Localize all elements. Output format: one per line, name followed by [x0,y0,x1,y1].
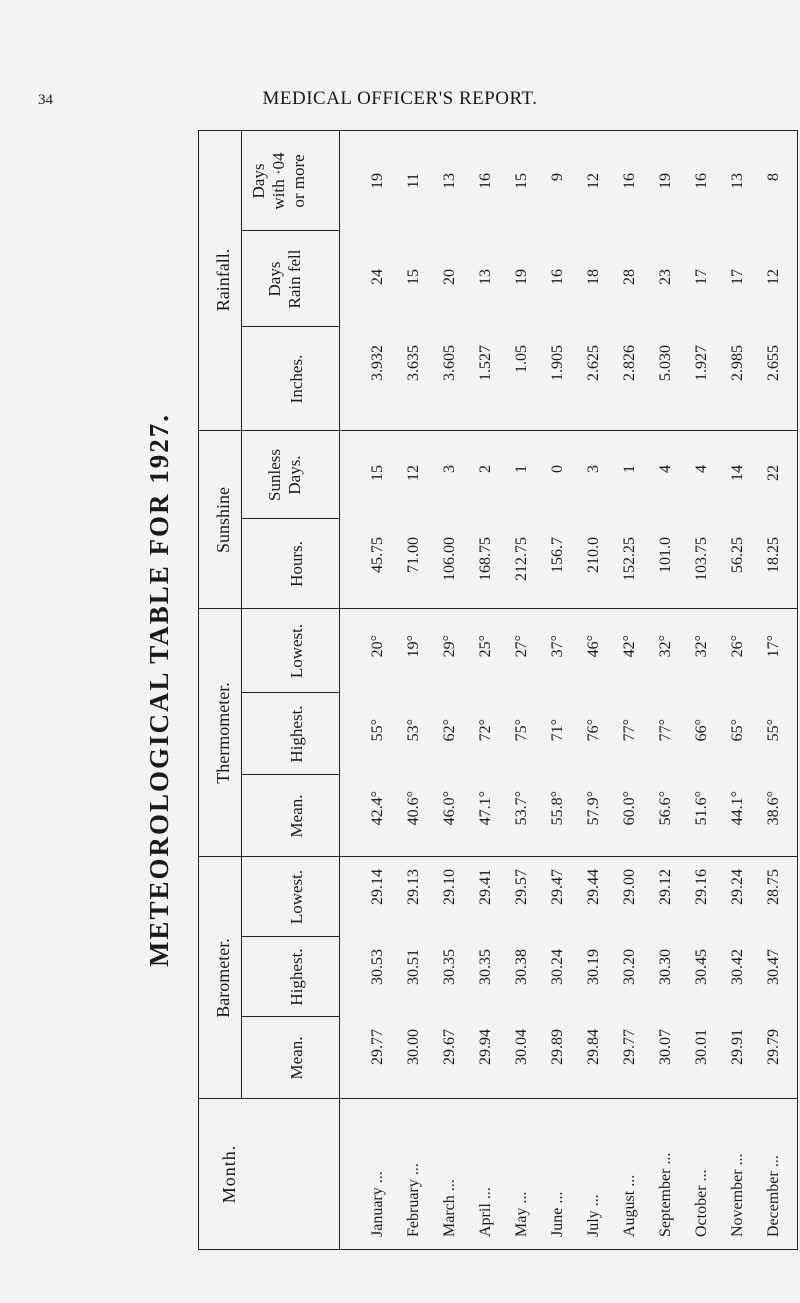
cell-sun-days: 4 [693,465,710,473]
cell-bar-low: 29.57 [513,869,530,905]
cell-month: April ... [477,1187,494,1237]
table-title: METEOROLOGICAL TABLE FOR 1927. [144,412,174,968]
meteorological-table [198,130,798,1250]
cell-th-mean: 57.9° [585,791,602,826]
group-sunshine: Sunshine [213,487,233,554]
cell-rain-in: 2.985 [729,345,746,381]
cell-bar-mean: 30.00 [405,1029,422,1065]
cell-th-low: 17° [765,635,782,658]
cell-sun-hours: 210.0 [585,537,602,573]
header-rule [339,131,340,1249]
cell-month: August ... [621,1174,638,1237]
header-rain-inches: Inches. [287,354,306,404]
cell-rain-days: 19 [513,269,530,285]
cell-rain-04: 16 [477,173,494,189]
cell-bar-low: 29.41 [477,869,494,905]
cell-th-mean: 46.0° [441,791,458,826]
cell-month: September ... [657,1152,674,1237]
cell-bar-mean: 29.89 [549,1029,566,1065]
cell-bar-low: 29.47 [549,869,566,905]
cell-rain-days: 12 [765,269,782,285]
cell-sun-hours: 71.00 [405,537,422,573]
cell-th-low: 26° [729,635,746,658]
cell-bar-high: 30.42 [729,949,746,985]
cell-bar-mean: 29.79 [765,1029,782,1065]
rotated-table-region [138,130,798,1250]
cell-month: June ... [549,1191,566,1237]
cell-rain-days: 16 [549,269,566,285]
cell-sun-days: 14 [729,465,746,481]
cell-bar-mean: 29.91 [729,1029,746,1065]
cell-bar-low: 29.44 [585,869,602,905]
cell-rain-04: 19 [369,173,386,189]
cell-bar-low: 29.00 [621,869,638,905]
cell-th-low: 29° [441,635,458,658]
cell-rain-days: 20 [441,269,458,285]
header-month: Month. [219,1144,239,1204]
cell-bar-low: 29.14 [369,869,386,905]
cell-bar-high: 30.38 [513,949,530,985]
header-th-mean: Mean. [287,794,306,838]
cell-rain-days: 28 [621,269,638,285]
cell-th-high: 71° [549,719,566,742]
cell-th-high: 55° [369,719,386,742]
cell-sun-hours: 106.00 [441,537,458,581]
cell-rain-in: 2.655 [765,345,782,381]
cell-bar-low: 29.13 [405,869,422,905]
cell-rain-04: 16 [693,173,710,189]
cell-rain-04: 13 [441,173,458,189]
cell-th-high: 55° [765,719,782,742]
cell-sun-days: 1 [513,465,530,473]
running-head: MEDICAL OFFICER'S REPORT. [262,88,538,109]
cell-th-high: 66° [693,719,710,742]
cell-rain-04: 11 [405,173,422,189]
cell-bar-high: 30.30 [657,949,674,985]
cell-th-low: 27° [513,635,530,658]
rule-rainfall [241,131,242,431]
cell-rain-04: 16 [621,173,638,189]
cell-rain-04: 15 [513,173,530,189]
rule-thermometer [241,609,242,857]
cell-th-mean: 55.8° [549,791,566,826]
cell-month: February ... [405,1163,422,1237]
cell-bar-low: 29.24 [729,869,746,905]
cell-bar-mean: 29.94 [477,1029,494,1065]
cell-th-mean: 38.6° [765,791,782,826]
cell-sun-days: 22 [765,465,782,481]
cell-sun-days: 3 [441,465,458,473]
rule-barometer [241,857,242,1099]
cell-sun-days: 15 [369,465,386,481]
cell-th-high: 77° [621,719,638,742]
cell-rain-in: 2.625 [585,345,602,381]
cell-rain-04: 9 [549,173,566,181]
cell-bar-high: 30.19 [585,949,602,985]
cell-sun-hours: 103.75 [693,537,710,581]
cell-th-low: 42° [621,635,638,658]
cell-bar-high: 30.47 [765,949,782,985]
header-th-low: Lowest. [287,623,306,679]
cell-rain-days: 13 [477,269,494,285]
cell-bar-high: 30.35 [441,949,458,985]
cell-th-high: 72° [477,719,494,742]
cell-th-high: 62° [441,719,458,742]
cell-rain-in: 3.605 [441,345,458,381]
cell-bar-low: 29.16 [693,869,710,905]
cell-bar-mean: 29.84 [585,1029,602,1065]
cell-bar-high: 30.20 [621,949,638,985]
cell-th-low: 19° [405,635,422,658]
cell-rain-04: 12 [585,173,602,189]
header-bar-high: Highest. [287,948,306,1006]
cell-th-mean: 53.7° [513,791,530,826]
cell-sun-hours: 101.0 [657,537,674,573]
cell-bar-high: 30.51 [405,949,422,985]
cell-rain-days: 24 [369,269,386,285]
cell-th-mean: 47.1° [477,791,494,826]
cell-rain-04: 8 [765,173,782,181]
header-sun-days: Sunless Days. [265,449,304,501]
cell-rain-days: 17 [693,269,710,285]
cell-rain-days: 17 [729,269,746,285]
cell-th-mean: 60.0° [621,791,638,826]
group-barometer: Barometer. [213,938,233,1018]
cell-bar-mean: 29.67 [441,1029,458,1065]
cell-th-mean: 56.6° [657,791,674,826]
cell-sun-days: 0 [549,465,566,473]
cell-bar-mean: 29.77 [369,1029,386,1065]
cell-bar-low: 29.10 [441,869,458,905]
cell-rain-in: 3.932 [369,345,386,381]
rule-sunshine [241,431,242,609]
cell-bar-low: 28.75 [765,869,782,905]
cell-sun-hours: 56.25 [729,537,746,573]
cell-bar-low: 29.12 [657,869,674,905]
cell-th-mean: 40.6° [405,791,422,826]
header-rain-04: Days with ·04 or more [249,152,308,210]
cell-sun-hours: 152.25 [621,537,638,581]
cell-rain-in: 1.527 [477,345,494,381]
group-rainfall: Rainfall. [213,248,233,312]
cell-sun-days: 4 [657,465,674,473]
cell-rain-in: 1.905 [549,345,566,381]
cell-th-mean: 42.4° [369,791,386,826]
header-bar-low: Lowest. [287,869,306,925]
cell-th-high: 65° [729,719,746,742]
cell-th-high: 53° [405,719,422,742]
cell-rain-in: 1.05 [513,345,530,373]
cell-rain-in: 3.635 [405,345,422,381]
cell-rain-days: 18 [585,269,602,285]
cell-sun-hours: 18.25 [765,537,782,573]
cell-bar-mean: 30.04 [513,1029,530,1065]
cell-month: October ... [693,1169,710,1237]
cell-th-low: 25° [477,635,494,658]
cell-th-low: 32° [657,635,674,658]
cell-th-low: 20° [369,635,386,658]
cell-rain-days: 15 [405,269,422,285]
cell-month: March ... [441,1179,458,1237]
cell-sun-hours: 45.75 [369,537,386,573]
cell-th-high: 76° [585,719,602,742]
cell-month: May ... [513,1191,530,1237]
cell-month: July ... [585,1194,602,1237]
cell-bar-high: 30.35 [477,949,494,985]
cell-bar-mean: 29.77 [621,1029,638,1065]
cell-th-high: 75° [513,719,530,742]
cell-month: November ... [729,1153,746,1237]
page-number: 34 [38,92,53,108]
header-bar-mean: Mean. [287,1036,306,1080]
header-sun-hours: Hours. [287,541,306,587]
cell-bar-mean: 30.07 [657,1029,674,1065]
cell-th-low: 46° [585,635,602,658]
cell-sun-days: 1 [621,465,638,473]
cell-rain-days: 23 [657,269,674,285]
cell-th-low: 37° [549,635,566,658]
cell-sun-hours: 212.75 [513,537,530,581]
group-thermometer: Thermometer. [213,682,233,784]
cell-bar-high: 30.53 [369,949,386,985]
cell-sun-hours: 168.75 [477,537,494,581]
cell-rain-in: 5.030 [657,345,674,381]
cell-bar-mean: 30.01 [693,1029,710,1065]
cell-bar-high: 30.24 [549,949,566,985]
cell-th-mean: 51.6° [693,791,710,826]
cell-sun-hours: 156.7 [549,537,566,573]
cell-sun-days: 12 [405,465,422,481]
cell-rain-04: 19 [657,173,674,189]
cell-rain-04: 13 [729,173,746,189]
cell-sun-days: 3 [585,465,602,473]
header-th-high: Highest. [287,705,306,763]
cell-bar-high: 30.45 [693,949,710,985]
cell-sun-days: 2 [477,465,494,473]
cell-month: December ... [765,1155,782,1237]
cell-month: January ... [369,1171,386,1237]
cell-th-mean: 44.1° [729,791,746,826]
cell-th-high: 77° [657,719,674,742]
cell-rain-in: 1.927 [693,345,710,381]
cell-th-low: 32° [693,635,710,658]
cell-rain-in: 2.826 [621,345,638,381]
header-rain-days: Days Rain fell [265,249,304,309]
